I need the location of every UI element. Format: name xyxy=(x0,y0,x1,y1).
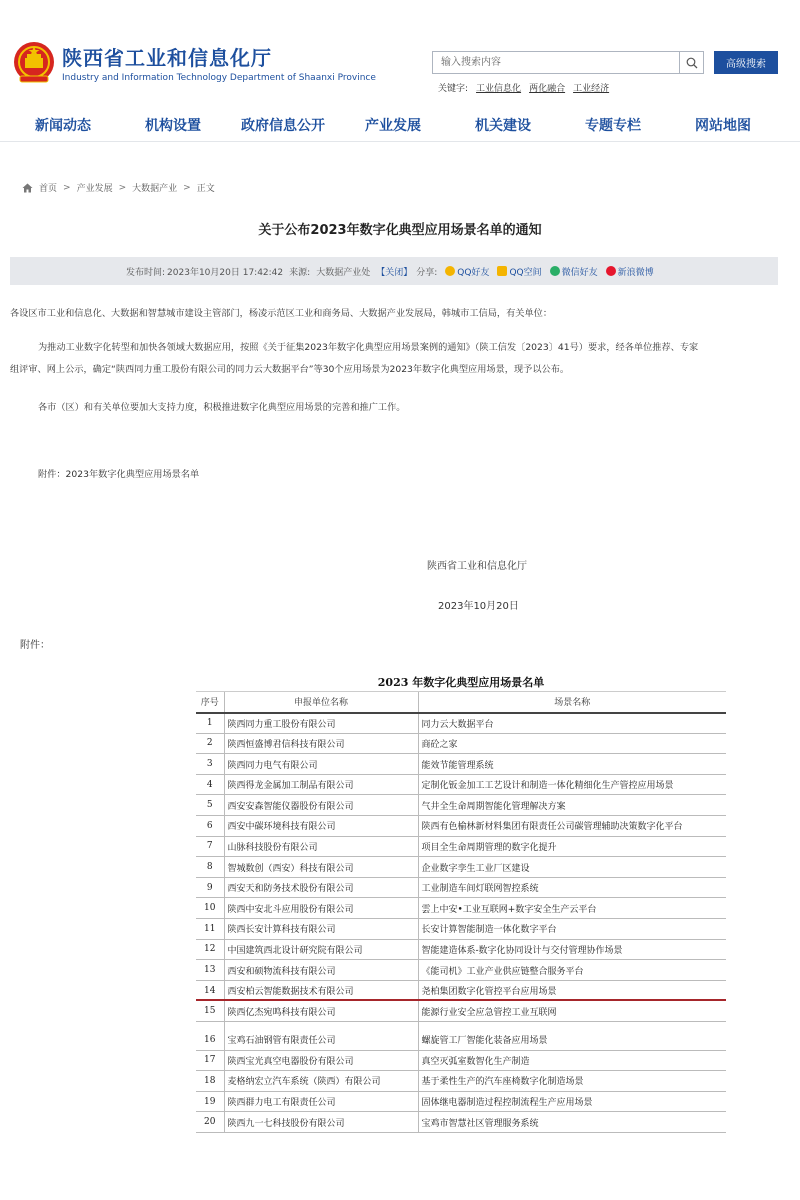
search-icon xyxy=(686,57,698,69)
table-row xyxy=(196,857,726,878)
row-number: 18 xyxy=(196,1071,224,1092)
nav-item-news[interactable]: 新闻动态 xyxy=(35,118,91,134)
row-org-name: 陕西中安北斗应用股份有限公司 xyxy=(224,898,418,919)
table-row xyxy=(196,960,726,981)
national-emblem-icon[interactable] xyxy=(12,40,56,86)
site-title[interactable]: 陕西省工业和信息化厅 xyxy=(62,46,272,70)
header-org: 申报单位名称 xyxy=(224,692,418,713)
row-number: 15 xyxy=(196,1001,224,1022)
row-number: 4 xyxy=(196,774,224,795)
paragraph-2: 各市（区）和有关单位要加大支持力度，积极推进数字化典型应用场景的完善和推广工作。 xyxy=(38,402,406,413)
source-value: 大数据产业处 xyxy=(316,267,371,278)
row-org-name: 中国建筑西北设计研究院有限公司 xyxy=(224,939,418,960)
row-number: 8 xyxy=(196,857,224,878)
row-number: 3 xyxy=(196,754,224,775)
attachment-line: 附件：2023年数字化典型应用场景名单 xyxy=(38,469,200,480)
breadcrumb-bigdata[interactable]: 大数据产业 xyxy=(132,184,178,194)
row-org-name: 麦格纳宏立汽车系统（陕西）有限公司 xyxy=(224,1071,418,1092)
row-scene-name: 陕西有色榆林新材料集团有限责任公司碳管理辅助决策数字化平台 xyxy=(418,816,726,837)
nav-item-sitemap[interactable]: 网站地图 xyxy=(695,118,751,134)
scene-list-table xyxy=(196,692,726,1133)
table-row xyxy=(196,754,726,775)
paragraph-1-line-1: 为推动工业数字化转型和加快各领域大数据应用，按照《关于征集2023年数字化典型应用场景案例的通知》（陕工信发〔2023〕41号）要求，经各单位推荐、专家 xyxy=(38,342,699,353)
table-row xyxy=(196,1050,726,1071)
row-scene-name: 工业制造车间灯联网智控系统 xyxy=(418,877,726,898)
weibo-icon xyxy=(606,266,616,276)
home-icon[interactable] xyxy=(22,183,33,193)
row-number: 16 xyxy=(196,1030,224,1051)
search-input[interactable] xyxy=(433,52,680,73)
addressees: 各设区市工业和信息化、大数据和智慧城市建设主管部门，杨凌示范区工业和商务局、大数据产业发展局，韩城市工信局，有关单位： xyxy=(10,308,553,319)
paragraph-1-line-2: 组评审、网上公示，确定“陕西同力重工股份有限公司的同力云大数据平台”等30个应用场景为2023年数字化典型应用场景，现予以公布。 xyxy=(10,364,570,375)
share-label-qq: QQ好友 xyxy=(457,267,490,278)
row-org-name: 宝鸡石油钢管有限责任公司 xyxy=(224,1030,418,1051)
row-scene-name: 固体继电器制造过程控制流程生产应用场景 xyxy=(418,1091,726,1112)
row-number: 14 xyxy=(196,980,224,1001)
share-wechat[interactable] xyxy=(550,265,598,278)
advanced-search-button[interactable]: 高级搜索 xyxy=(714,51,778,74)
share-label: 分享: xyxy=(416,267,438,278)
share-label-weibo: 新浪微博 xyxy=(617,267,654,278)
row-number: 12 xyxy=(196,939,224,960)
breadcrumb-separator: > xyxy=(183,182,191,193)
search-button[interactable] xyxy=(679,52,703,73)
row-number: 17 xyxy=(196,1050,224,1071)
share-label-wechat: 微信好友 xyxy=(561,267,598,278)
breadcrumb-current: 正文 xyxy=(196,184,215,194)
source-label: 来源: xyxy=(289,267,311,278)
row-scene-name: 能效节能管理系统 xyxy=(418,754,726,775)
row-org-name: 智城数创（西安）科技有限公司 xyxy=(224,857,418,878)
wechat-icon xyxy=(550,266,560,276)
table-row xyxy=(196,713,726,734)
row-number: 9 xyxy=(196,877,224,898)
signature: 陕西省工业和信息化厅 xyxy=(427,561,527,572)
table-title: 2023 年数字化典型应用场景名单 xyxy=(377,676,545,689)
publish-label: 发布时间: xyxy=(126,267,166,278)
keyword-link[interactable]: 两化融合 xyxy=(529,84,566,94)
row-scene-name: 真空灭弧室数智化生产制造 xyxy=(418,1050,726,1071)
article-title: 关于公布2023年数字化典型应用场景名单的通知 xyxy=(258,223,542,238)
breadcrumb-separator: > xyxy=(118,182,127,193)
table-row xyxy=(196,795,726,816)
table-gap xyxy=(196,1022,726,1030)
row-scene-name: 能源行业安全应急管控工业互联网 xyxy=(418,1001,726,1022)
row-org-name: 陕西群力电工有限责任公司 xyxy=(224,1091,418,1112)
row-scene-name: 同力云大数据平台 xyxy=(418,713,726,734)
row-number: 2 xyxy=(196,733,224,754)
qzone-icon xyxy=(497,266,507,276)
row-org-name: 陕西宝光真空电器股份有限公司 xyxy=(224,1050,418,1071)
row-org-name: 陕西同力电气有限公司 xyxy=(224,754,418,775)
row-scene-name: 尧柏集团数字化管控平台应用场景 xyxy=(418,980,726,1001)
table-row xyxy=(196,1112,726,1133)
share-weibo[interactable] xyxy=(606,265,654,278)
keyword-link[interactable]: 工业经济 xyxy=(573,84,610,94)
row-org-name: 陕西得龙金属加工制品有限公司 xyxy=(224,774,418,795)
nav-item-topics[interactable]: 专题专栏 xyxy=(585,118,641,134)
signature-date: 2023年10月20日 xyxy=(438,601,519,612)
table-header-row xyxy=(196,692,726,713)
row-scene-name: 智能建造体系-数字化协同设计与交付管理协作场景 xyxy=(418,939,726,960)
share-qzone[interactable] xyxy=(497,265,541,278)
row-number: 1 xyxy=(196,713,224,734)
row-org-name: 陕西长安计算科技有限公司 xyxy=(224,919,418,940)
search-keywords xyxy=(438,81,609,94)
search-box xyxy=(432,51,704,74)
header-scene: 场景名称 xyxy=(418,692,726,713)
row-scene-name: 气井全生命周期智能化管理解决方案 xyxy=(418,795,726,816)
row-number: 11 xyxy=(196,919,224,940)
row-number: 6 xyxy=(196,816,224,837)
table-row xyxy=(196,980,726,1001)
breadcrumb-industry[interactable]: 产业发展 xyxy=(76,184,113,194)
table-row xyxy=(196,1071,726,1092)
red-rule-line xyxy=(196,999,726,1001)
row-number: 20 xyxy=(196,1112,224,1133)
article-meta xyxy=(10,257,778,285)
row-org-name: 西安安森智能仪器股份有限公司 xyxy=(224,795,418,816)
row-scene-name: 螺旋管工厂智能化装备应用场景 xyxy=(418,1030,726,1051)
share-qq-friend[interactable] xyxy=(445,265,489,278)
breadcrumb-home[interactable]: 首页 xyxy=(39,184,58,194)
table-row xyxy=(196,1030,726,1051)
table-row xyxy=(196,939,726,960)
row-org-name: 西安柏云智能数据技术有限公司 xyxy=(224,980,418,1001)
row-scene-name: 雲上中安•工业互联网+数字安全生产云平台 xyxy=(418,898,726,919)
nav-item-organization[interactable]: 机构设置 xyxy=(145,118,201,134)
breadcrumb xyxy=(22,181,215,194)
publish-time: 2023年10月20日 17:42:42 xyxy=(167,267,284,278)
table-row xyxy=(196,733,726,754)
row-scene-name: 基于柔性生产的汽车座椅数字化制造场景 xyxy=(418,1071,726,1092)
nav-item-party-building[interactable]: 机关建设 xyxy=(475,118,531,134)
nav-item-gov-info[interactable]: 政府信息公开 xyxy=(241,118,325,134)
table-row xyxy=(196,836,726,857)
row-org-name: 西安天和防务技术股份有限公司 xyxy=(224,877,418,898)
row-org-name: 陕西同力重工股份有限公司 xyxy=(224,713,418,734)
nav-item-industry[interactable]: 产业发展 xyxy=(365,118,421,134)
table-row xyxy=(196,898,726,919)
row-scene-name: 长安计算智能制造一体化数字平台 xyxy=(418,919,726,940)
share-label-qzone: QQ空间 xyxy=(509,267,542,278)
row-org-name: 陕西恒盛博君信科技有限公司 xyxy=(224,733,418,754)
row-org-name: 西安中碳环境科技有限公司 xyxy=(224,816,418,837)
row-number: 19 xyxy=(196,1091,224,1112)
table-row xyxy=(196,774,726,795)
row-number: 10 xyxy=(196,898,224,919)
row-org-name: 西安和硕物流科技有限公司 xyxy=(224,960,418,981)
site-subtitle: Industry and Information Technology Department of Shaanxi Province xyxy=(62,73,376,83)
table-row xyxy=(196,1001,726,1022)
keywords-label: 关键字: xyxy=(438,84,469,94)
breadcrumb-separator: > xyxy=(63,182,71,193)
close-link[interactable]: 【关闭】 xyxy=(376,267,413,278)
row-scene-name: 商砼之家 xyxy=(418,733,726,754)
row-org-name: 陕西九一七科技股份有限公司 xyxy=(224,1112,418,1133)
row-number: 5 xyxy=(196,795,224,816)
attachment-heading: 附件： xyxy=(20,640,50,651)
row-number: 7 xyxy=(196,836,224,857)
table-row xyxy=(196,877,726,898)
keyword-link[interactable]: 工业信息化 xyxy=(476,84,522,94)
qq-icon xyxy=(445,266,455,276)
table-row xyxy=(196,919,726,940)
row-scene-name: 企业数字孪生工业厂区建设 xyxy=(418,857,726,878)
row-scene-name: 定制化钣金加工工艺设计和制造一体化精细化生产管控应用场景 xyxy=(418,774,726,795)
row-org-name: 山脉科技股份有限公司 xyxy=(224,836,418,857)
table-row xyxy=(196,816,726,837)
header-no: 序号 xyxy=(196,692,224,713)
row-scene-name: 项目全生命周期管理的数字化提升 xyxy=(418,836,726,857)
row-number: 13 xyxy=(196,960,224,981)
row-scene-name: 宝鸡市智慧社区管理服务系统 xyxy=(418,1112,726,1133)
row-org-name: 陕西亿杰宛鸣科技有限公司 xyxy=(224,1001,418,1022)
table-row xyxy=(196,1091,726,1112)
site-header xyxy=(0,0,800,104)
row-scene-name: 《能司机》工业产业供应链整合服务平台 xyxy=(418,960,726,981)
main-nav xyxy=(0,108,800,142)
